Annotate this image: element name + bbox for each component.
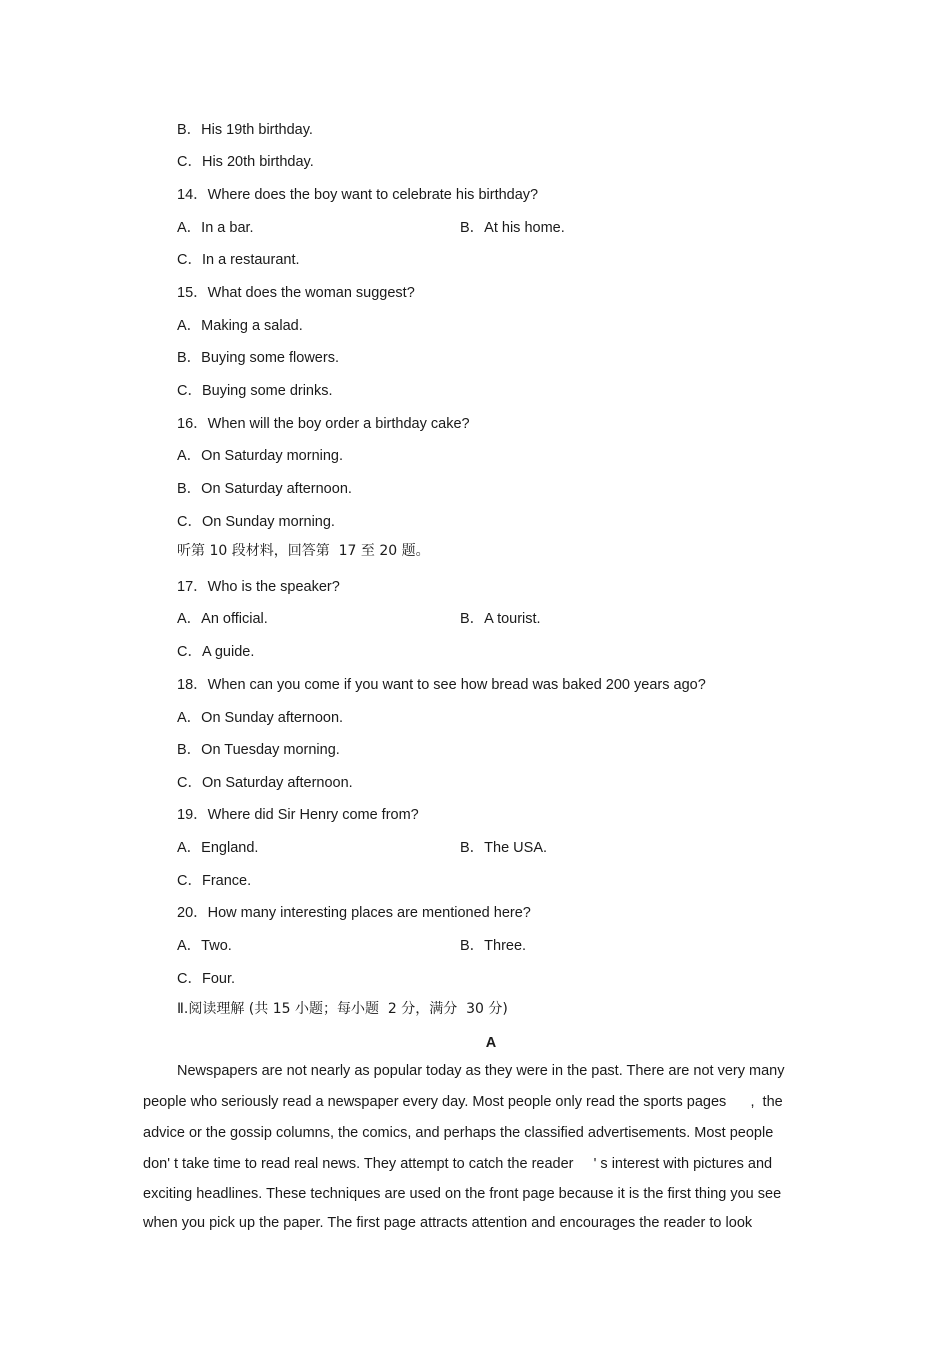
option-13c: C．His 20th birthday. [177,154,314,170]
option-15c: C．Buying some drinks. [177,383,333,399]
section-instruction: 听第 10 段材料，回答第 17 至 20 题。 [177,543,430,559]
option-19c: C．France. [177,873,252,889]
option-15b: B．Buying some flowers. [177,350,339,366]
passage-line-2: people who seriously read a newspaper every day. Most people only read the sports pages , the [143,1094,783,1110]
passage-line-6: when you pick up the paper. The first page attracts attention and encourages the reader to look [143,1215,753,1231]
option-17c: C．A guide. [177,644,255,660]
question-14: 14．Where does the boy want to celebrate his birthday? [177,187,539,203]
option-19a: A．England. [177,840,259,856]
passage-line-1: Newspapers are not nearly as popular today as they were in the past. There are not very many [177,1063,785,1079]
section-heading-reading: Ⅱ.阅读理解 (共 15 小题；每小题 2 分，满分 30 分) [177,1001,508,1017]
passage-line-5: exciting headlines. These techniques are used on the front page because it is the first thing you see [143,1186,782,1202]
option-18a: A．On Sunday afternoon. [177,710,344,726]
option-20c: C．Four. [177,971,236,987]
option-18c: C．On Saturday afternoon. [177,775,353,791]
question-19: 19．Where did Sir Henry come from? [177,807,419,823]
passage-line-4: don' t take time to read real news. They attempt to catch the reader ' s interest with pictures and [143,1156,773,1172]
question-17: 17．Who is the speaker? [177,579,340,595]
option-16b: B．On Saturday afternoon. [177,481,352,497]
option-13b: B．His 19th birthday. [177,122,313,138]
option-17b: B．A tourist. [460,611,541,627]
option-15a: A．Making a salad. [177,318,303,334]
question-16: 16．When will the boy order a birthday cake? [177,416,470,432]
question-18: 18．When can you come if you want to see how bread was baked 200 years ago? [177,677,706,693]
option-14a: A．In a bar. [177,220,254,236]
option-14c: C．In a restaurant. [177,252,300,268]
option-16c: C．On Sunday morning. [177,514,335,530]
question-15: 15．What does the woman suggest? [177,285,415,301]
passage-heading: A [485,1035,497,1051]
option-18b: B．On Tuesday morning. [177,742,340,758]
question-20: 20．How many interesting places are mentioned here? [177,905,531,921]
option-20b: B．Three. [460,938,527,954]
option-17a: A．An official. [177,611,268,627]
passage-line-3: advice or the gossip columns, the comics, and perhaps the classified advertisements. Most people [143,1125,774,1141]
option-19b: B．The USA. [460,840,548,856]
option-16a: A．On Saturday morning. [177,448,344,464]
option-14b: B．At his home. [460,220,565,236]
option-20a: A．Two. [177,938,232,954]
